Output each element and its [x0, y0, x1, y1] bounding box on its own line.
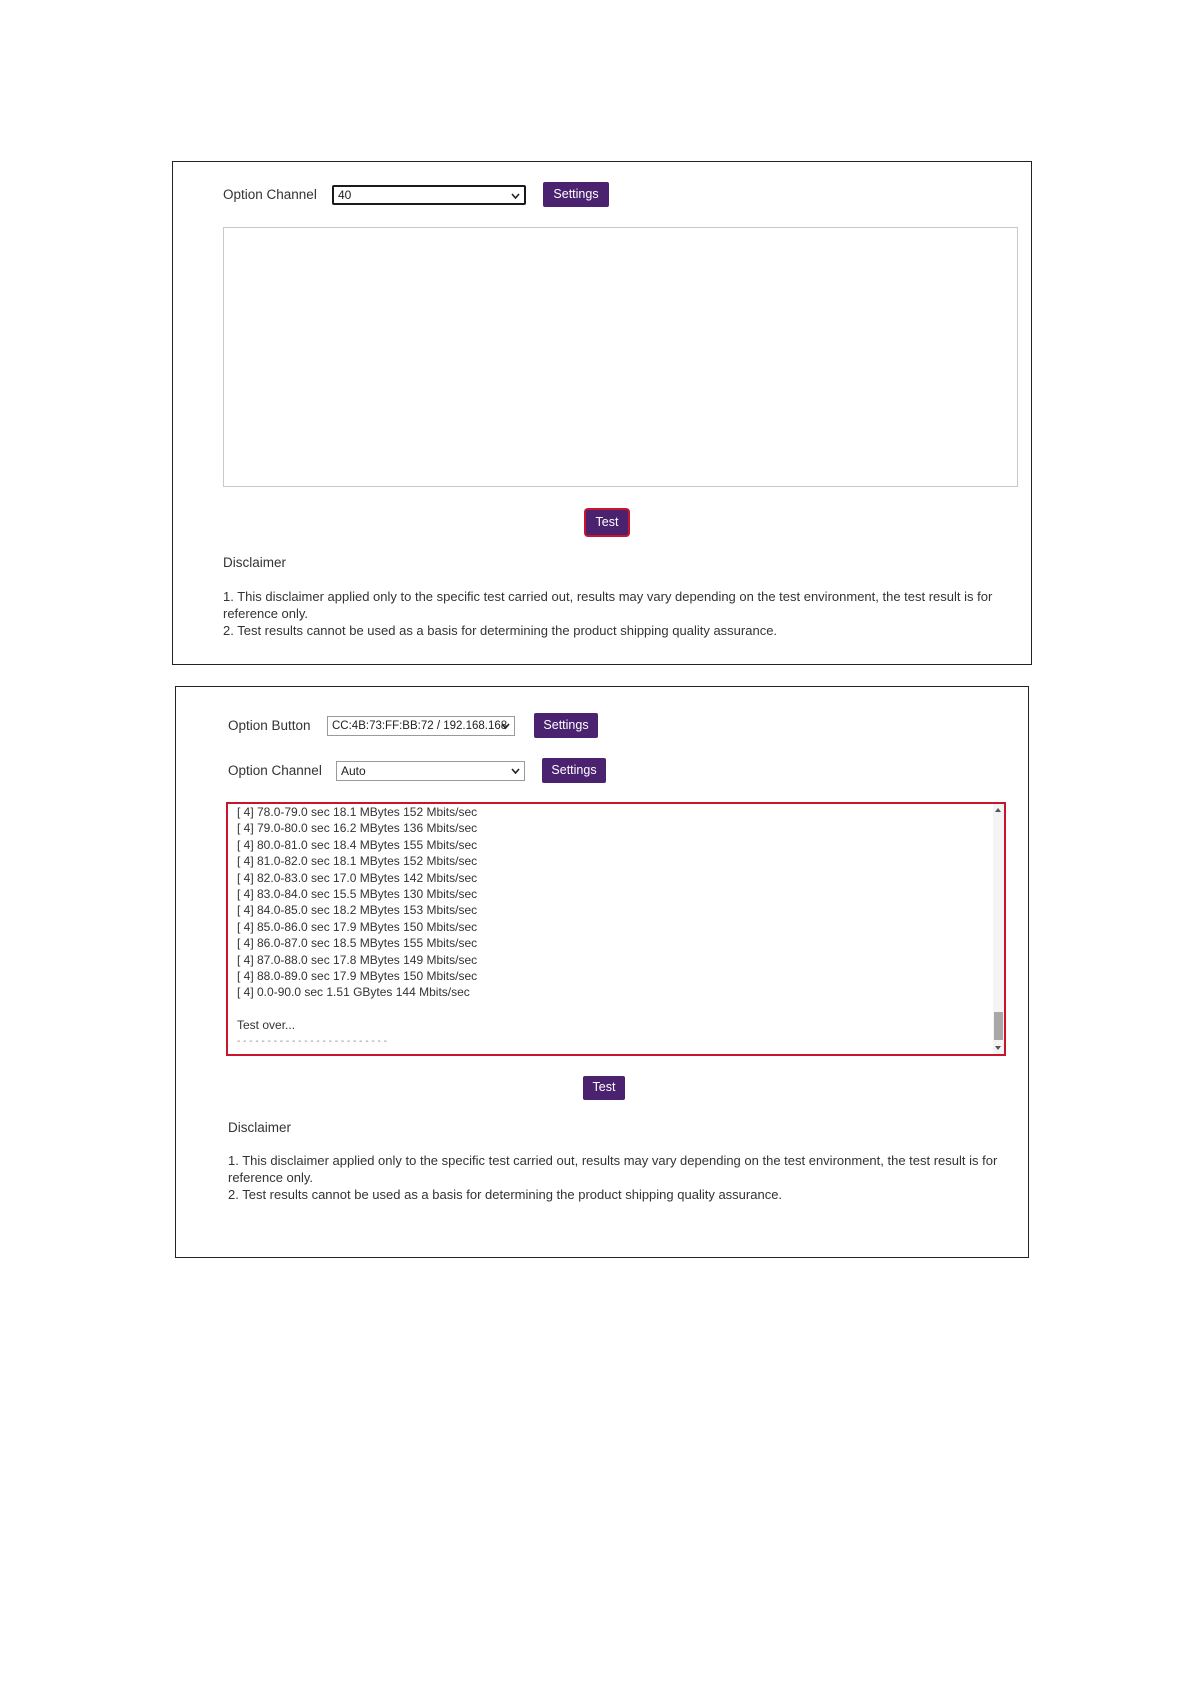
chevron-down-icon — [511, 767, 520, 775]
channel-test-panel-2 — [175, 686, 1029, 1258]
disclaimer-title: Disclaimer — [228, 1120, 292, 1135]
result-textarea[interactable] — [223, 227, 1018, 487]
settings-button-device[interactable]: Settings — [534, 713, 598, 738]
settings-button-channel[interactable]: Settings — [542, 758, 606, 783]
settings-button[interactable]: Settings — [543, 182, 609, 207]
test-button[interactable]: Test — [583, 1076, 625, 1100]
channel-select[interactable] — [332, 185, 526, 205]
disclaimer-line-2: 2. Test results cannot be used as a basis for determining the product shipping quality assurance. — [228, 1187, 783, 1202]
test-button[interactable]: Test — [586, 510, 628, 535]
test-over-text: Test over... — [237, 1018, 296, 1032]
log-output: [ 4] 78.0-79.0 sec 18.1 MBytes 152 Mbits/sec [ 4] 79.0-80.0 sec 16.2 MBytes 136 Mbits/sec [ 4] 80.0-81.0 sec 18.4 MBytes 155 Mbits/sec [ 4] 81.0-82.0 sec 18.1 MBytes 152 Mbits/sec [ 4] 82.0-83.0 sec 17.0 MBytes 142 Mbits/sec [ 4] 83.0-84.0 sec 15.5 MBytes 130 Mbits/sec [ 4] 84.0-85.0 sec 18.2 MBytes 153 Mbits/sec [ 4] 85.0-86.0 sec 17.9 MBytes 150 Mbits/sec [ 4] 86.0-87.0 sec 18.5 MBytes 155 Mbits/sec [ 4] 87.0-88.0 sec 17.8 MBytes 149 Mbits/sec [ 4] 88.0-89.0 sec 17.9 MBytes 150 Mbits/sec [ 4] 0.0-90.0 sec 1.51 GBytes 144 Mbits/sec — [237, 805, 478, 1000]
chevron-down-icon — [501, 722, 510, 730]
option-channel-label: Option Channel — [228, 763, 322, 778]
channel-select-value: 40 — [338, 188, 352, 202]
disclaimer-text — [223, 588, 1003, 639]
scroll-up-arrow-icon[interactable] — [995, 808, 1001, 812]
device-select-value: CC:4B:73:FF:BB:72 / 192.168.168 — [332, 720, 508, 732]
disclaimer-line-1: 1. This disclaimer applied only to the specific test carried out, results may vary depending on the test environment, the test result is for reference only. — [223, 589, 993, 621]
channel-test-panel-1 — [172, 161, 1032, 665]
disclaimer-line-2: 2. Test results cannot be used as a basis for determining the product shipping quality assurance. — [223, 623, 778, 638]
option-channel-label: Option Channel — [223, 187, 317, 202]
scroll-down-arrow-icon[interactable] — [995, 1046, 1001, 1050]
scroll-thumb[interactable] — [994, 1012, 1003, 1040]
channel-select-value: Auto — [341, 764, 366, 778]
option-button-label: Option Button — [228, 718, 311, 733]
disclaimer-line-1: 1. This disclaimer applied only to the specific test carried out, results may vary depending on the test environment, the test result is for reference only. — [228, 1153, 998, 1185]
disclaimer-title: Disclaimer — [223, 555, 287, 570]
disclaimer-text — [228, 1152, 1008, 1203]
log-separator: - - - - - - - - - - - - - - - - - - - - - - - - - — [237, 1036, 387, 1047]
result-log-textarea[interactable] — [226, 802, 1006, 1056]
channel-select[interactable] — [336, 761, 525, 781]
device-select[interactable] — [327, 716, 515, 736]
log-scrollbar[interactable] — [993, 804, 1004, 1054]
chevron-down-icon — [511, 192, 520, 200]
